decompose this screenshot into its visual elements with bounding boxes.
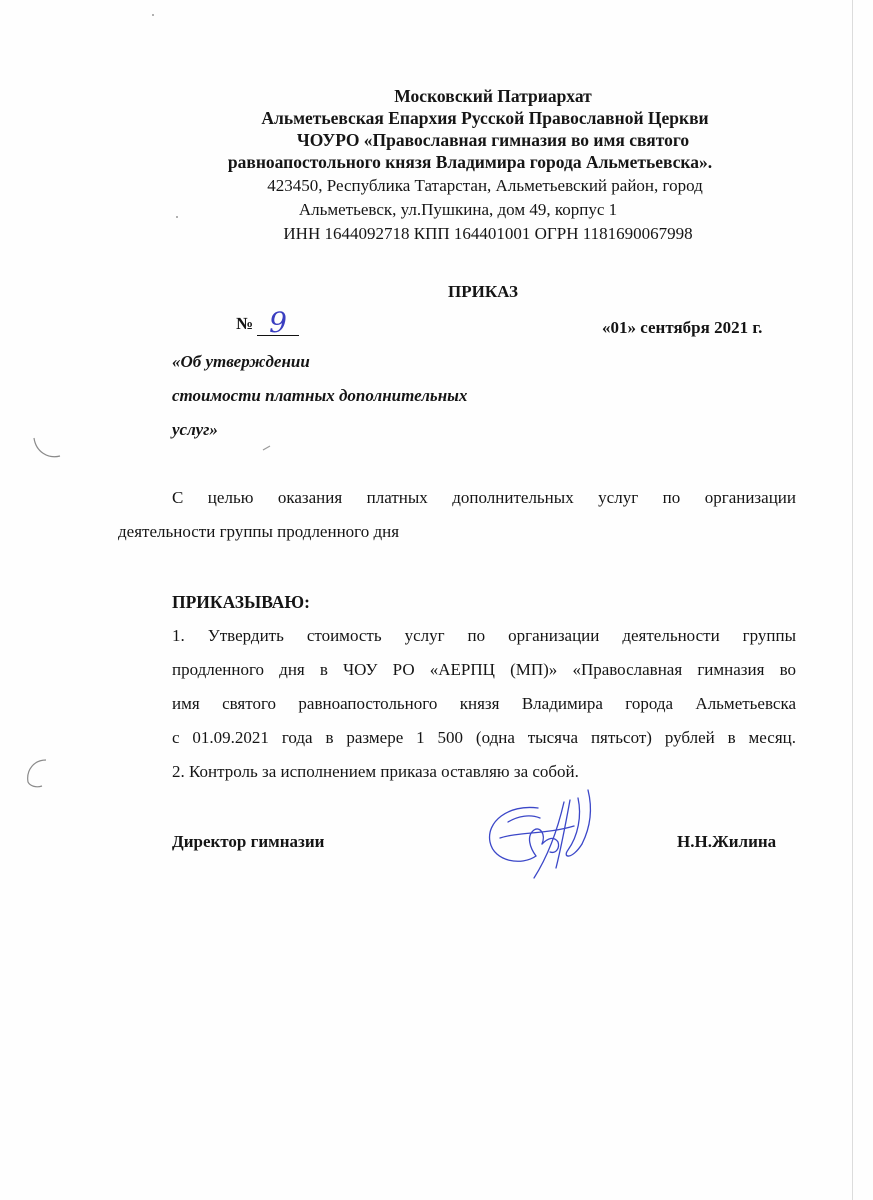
decree-item1-line2: продленного дня в ЧОУ РО «АЕРПЦ (МП)» «Православная гимназия во — [172, 660, 796, 679]
subject-line2: стоимости платных дополнительных — [172, 386, 468, 405]
header-school-line1: ЧОУРО «Православная гимназия во имя святого — [296, 130, 690, 150]
decree-item2: 2. Контроль за исполнением приказа оставляю за собой. — [172, 762, 579, 781]
preamble-line2: деятельности группы продленного дня — [118, 522, 400, 541]
order-number — [236, 306, 299, 341]
punch-hole-lower — [18, 756, 52, 790]
decree-item1-line3: имя святого равноапостольного князя Владимира города Альметьевска — [172, 694, 796, 713]
order-number-label: № — [236, 314, 254, 333]
handwritten-signature — [478, 778, 608, 886]
decree-item1-line4: с 01.09.2021 года в размере 1 500 (одна тысяча пятьсот) рублей в месяц. — [172, 728, 796, 747]
scan-dot-1 — [152, 14, 154, 16]
header-school-line2: равноапостольного князя Владимира города Альметьевска». — [227, 152, 713, 172]
subject-line1: «Об утверждении — [172, 352, 310, 371]
scan-dot-2 — [176, 216, 178, 218]
signature-name: Н.Н.Жилина — [677, 832, 777, 851]
header-address-line2: Альметьевск, ул.Пушкина, дом 49, корпус 1 — [298, 200, 618, 219]
decree-heading: ПРИКАЗЫВАЮ: — [172, 592, 310, 612]
preamble-line1: С целью оказания платных дополнительных услуг по организации — [172, 488, 796, 507]
header-eparchy: Альметьевская Епархия Русской Православной Церкви — [261, 108, 709, 128]
subject-line3: услуг» — [172, 420, 218, 439]
punch-hole-upper — [30, 432, 64, 464]
order-date: «01» сентября 2021 г. — [602, 318, 763, 337]
header-address-line1: 423450, Республика Татарстан, Альметьевский район, город — [267, 176, 703, 195]
order-title: ПРИКАЗ — [448, 282, 518, 301]
signature-position: Директор гимназии — [172, 832, 325, 851]
scan-speck — [262, 444, 272, 452]
order-number-value: 9 — [257, 311, 299, 336]
header-requisites: ИНН 1644092718 КПП 164401001 ОГРН 1181690067998 — [283, 224, 693, 243]
decree-item1-line1: 1. Утвердить стоимость услуг по организации деятельности группы — [172, 626, 796, 645]
header-patriarchate: Московский Патриархат — [394, 86, 592, 106]
scan-edge — [852, 0, 853, 1200]
